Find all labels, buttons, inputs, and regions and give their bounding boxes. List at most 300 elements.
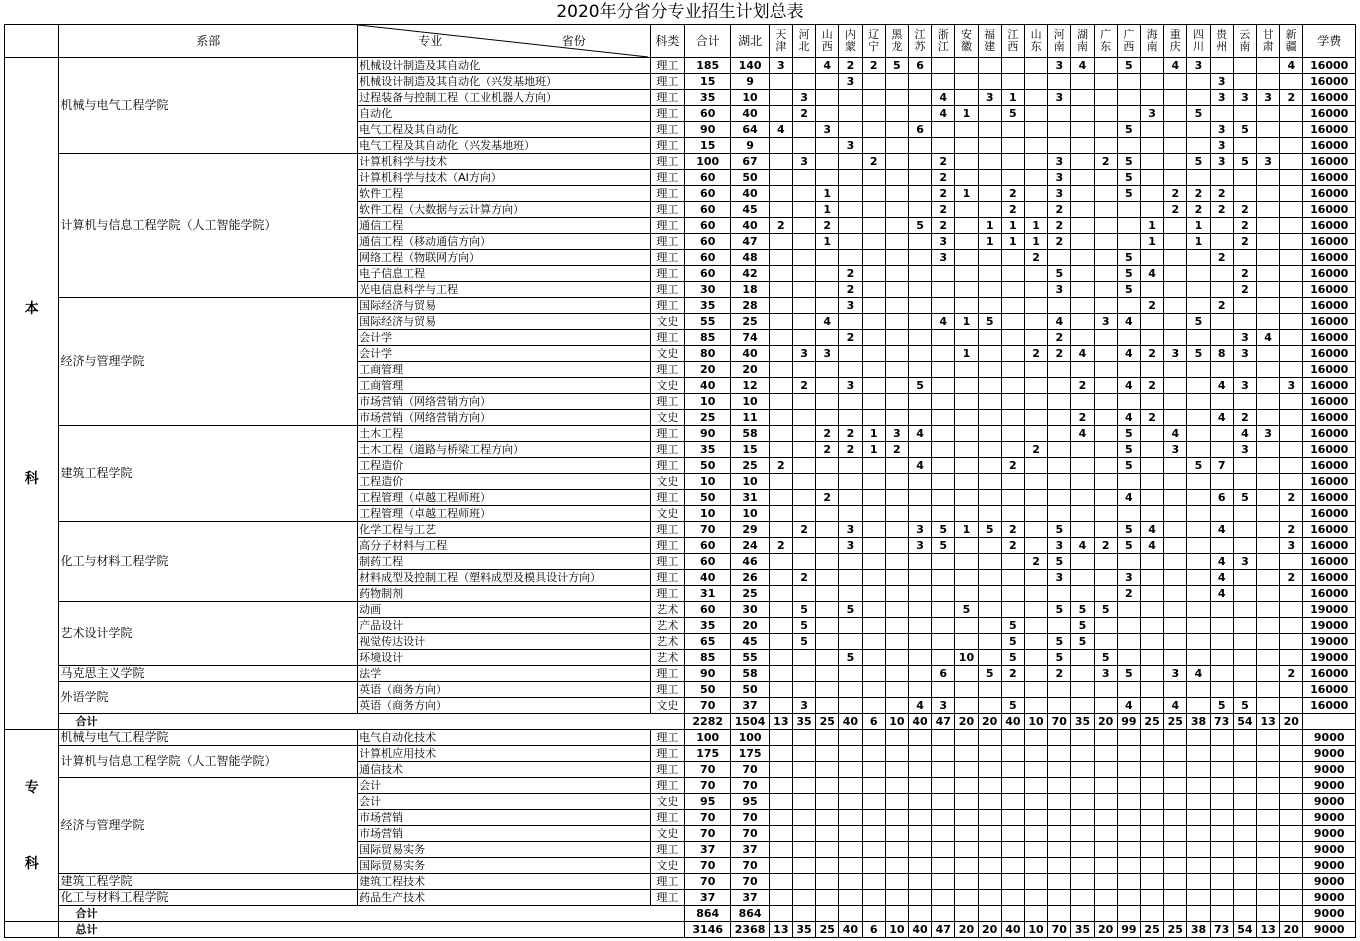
province-cell[interactable] [1164,746,1187,762]
province-cell[interactable] [1257,522,1280,538]
province-cell[interactable] [955,762,978,778]
total-cell[interactable]: 90 [685,426,731,442]
province-cell[interactable] [1024,74,1047,90]
province-cell[interactable]: 2 [1140,298,1163,314]
province-cell[interactable] [1094,570,1117,586]
province-cell[interactable] [1094,186,1117,202]
province-cell[interactable] [1071,810,1094,826]
hubei-cell[interactable]: 18 [731,282,769,298]
province-cell[interactable] [885,186,908,202]
province-cell[interactable] [1001,890,1024,906]
province-cell[interactable] [1280,362,1303,378]
hubei-cell[interactable]: 70 [731,810,769,826]
province-cell[interactable] [885,602,908,618]
province-cell[interactable] [908,250,931,266]
province-cell[interactable] [1071,698,1094,714]
category-cell[interactable]: 理工 [650,890,684,906]
province-cell[interactable] [1140,74,1163,90]
province-cell[interactable] [908,234,931,250]
province-cell[interactable] [1257,138,1280,154]
province-cell[interactable] [1140,570,1163,586]
province-cell[interactable] [769,906,792,922]
dept-cell[interactable]: 建筑工程学院 [59,874,358,890]
province-cell[interactable] [1094,474,1117,490]
province-cell[interactable] [1071,122,1094,138]
total-cell[interactable]: 60 [685,266,731,282]
category-cell[interactable]: 理工 [650,266,684,282]
fee-cell[interactable]: 16000 [1303,186,1356,202]
province-cell[interactable] [1257,74,1280,90]
major-cell[interactable]: 工程造价 [358,474,651,490]
province-cell[interactable] [1140,426,1163,442]
province-cell[interactable] [1257,538,1280,554]
province-cell[interactable] [908,762,931,778]
province-cell[interactable] [1048,474,1071,490]
province-cell[interactable] [978,410,1001,426]
province-cell[interactable] [862,906,885,922]
major-cell[interactable]: 会计学 [358,346,651,362]
province-cell[interactable] [1001,410,1024,426]
dept-cell[interactable]: 外语学院 [59,682,358,714]
province-cell[interactable] [1094,890,1117,906]
province-cell[interactable] [1187,442,1210,458]
province-cell[interactable] [1094,442,1117,458]
province-cell[interactable]: 4 [1117,410,1140,426]
header-province-name[interactable]: 广西 [1117,25,1140,58]
province-cell[interactable] [1094,874,1117,890]
total-cell[interactable]: 37 [685,890,731,906]
hubei-cell[interactable]: 31 [731,490,769,506]
province-cell[interactable]: 2 [1001,458,1024,474]
fee-cell[interactable]: 16000 [1303,442,1356,458]
province-cell[interactable] [1024,298,1047,314]
province-cell[interactable] [885,234,908,250]
province-cell[interactable] [839,906,862,922]
province-cell[interactable] [1280,74,1303,90]
province-cell[interactable] [839,186,862,202]
major-cell[interactable]: 计算机科学与技术 [358,154,651,170]
province-cell[interactable] [1094,90,1117,106]
hubei-cell[interactable]: 10 [731,506,769,522]
province-cell[interactable] [862,330,885,346]
province-cell[interactable] [1117,90,1140,106]
province-cell[interactable]: 3 [839,74,862,90]
province-cell[interactable] [1187,378,1210,394]
major-cell[interactable]: 市场营销（网络营销方向） [358,394,651,410]
province-cell[interactable]: 4 [932,90,955,106]
fee-cell[interactable]: 16000 [1303,506,1356,522]
major-cell[interactable]: 环境设计 [358,650,651,666]
header-province-name[interactable]: 重 庆 [1164,25,1187,58]
province-cell[interactable]: 3 [1048,538,1071,554]
province-cell[interactable] [1001,842,1024,858]
province-cell[interactable] [816,298,839,314]
province-cell[interactable]: 4 [908,458,931,474]
province-cell[interactable] [839,234,862,250]
province-cell[interactable] [932,794,955,810]
major-cell[interactable]: 电气工程及其自动化（兴发基地班） [358,138,651,154]
province-cell[interactable] [839,858,862,874]
province-cell[interactable] [862,170,885,186]
province-cell[interactable] [1140,186,1163,202]
province-cell[interactable] [978,602,1001,618]
province-cell[interactable]: 5 [1187,314,1210,330]
province-cell[interactable] [1187,330,1210,346]
province-cell[interactable] [769,426,792,442]
province-cell[interactable] [1001,570,1024,586]
province-cell[interactable] [1094,362,1117,378]
province-cell[interactable]: 5 [1117,426,1140,442]
province-cell[interactable] [1257,778,1280,794]
province-cell[interactable] [955,266,978,282]
category-cell[interactable]: 文史 [650,858,684,874]
province-cell[interactable] [1164,810,1187,826]
province-cell[interactable] [862,810,885,826]
province-cell[interactable]: 99 [1117,922,1140,938]
header-province-name[interactable]: 贵 州 [1210,25,1233,58]
total-cell[interactable]: 35 [685,298,731,314]
province-cell[interactable] [932,410,955,426]
province-cell[interactable] [1140,202,1163,218]
dept-cell[interactable]: 经济与管理学院 [59,778,358,874]
province-cell[interactable] [885,266,908,282]
province-cell[interactable]: 1 [1187,234,1210,250]
province-cell[interactable]: 13 [769,714,792,730]
province-cell[interactable] [839,842,862,858]
category-cell[interactable]: 艺术 [650,618,684,634]
province-cell[interactable]: 6 [862,922,885,938]
province-cell[interactable] [885,906,908,922]
province-cell[interactable] [1257,410,1280,426]
province-cell[interactable]: 1 [978,234,1001,250]
province-cell[interactable]: 3 [932,698,955,714]
province-cell[interactable] [1187,906,1210,922]
province-cell[interactable]: 5 [1117,538,1140,554]
province-cell[interactable] [1024,394,1047,410]
province-cell[interactable] [1048,106,1071,122]
province-cell[interactable] [932,330,955,346]
province-cell[interactable] [1257,858,1280,874]
hubei-cell[interactable]: 47 [731,234,769,250]
province-cell[interactable] [1001,250,1024,266]
province-cell[interactable]: 2 [1280,90,1303,106]
province-cell[interactable]: 5 [1117,522,1140,538]
province-cell[interactable] [908,490,931,506]
province-cell[interactable] [1280,442,1303,458]
province-cell[interactable] [1233,842,1256,858]
province-cell[interactable] [1048,858,1071,874]
province-cell[interactable]: 2 [769,218,792,234]
province-cell[interactable] [1187,602,1210,618]
province-cell[interactable] [792,874,815,890]
fee-cell[interactable]: 16000 [1303,138,1356,154]
province-cell[interactable]: 2 [839,330,862,346]
province-cell[interactable] [862,394,885,410]
province-cell[interactable] [769,474,792,490]
total-cell[interactable]: 50 [685,490,731,506]
province-cell[interactable]: 2 [792,378,815,394]
province-cell[interactable] [1140,474,1163,490]
province-cell[interactable] [1233,506,1256,522]
province-cell[interactable] [1233,874,1256,890]
province-cell[interactable] [955,378,978,394]
province-cell[interactable] [792,458,815,474]
province-cell[interactable] [1210,426,1233,442]
province-cell[interactable] [1071,858,1094,874]
province-cell[interactable] [816,266,839,282]
hubei-cell[interactable]: 15 [731,442,769,458]
province-cell[interactable] [1117,778,1140,794]
province-cell[interactable] [816,794,839,810]
province-cell[interactable] [1187,538,1210,554]
fee-cell[interactable] [1303,714,1356,730]
province-cell[interactable] [839,90,862,106]
province-cell[interactable] [816,554,839,570]
province-cell[interactable] [885,394,908,410]
province-cell[interactable] [1024,874,1047,890]
province-cell[interactable] [955,298,978,314]
province-cell[interactable] [1210,874,1233,890]
province-cell[interactable] [908,106,931,122]
province-cell[interactable] [769,394,792,410]
province-cell[interactable] [862,762,885,778]
province-cell[interactable] [885,490,908,506]
hubei-cell[interactable]: 70 [731,826,769,842]
province-cell[interactable] [769,282,792,298]
province-cell[interactable] [1257,682,1280,698]
province-cell[interactable] [792,858,815,874]
province-cell[interactable] [1233,250,1256,266]
province-cell[interactable]: 5 [978,522,1001,538]
province-cell[interactable]: 3 [1257,154,1280,170]
total-cell[interactable]: 60 [685,602,731,618]
hubei-cell[interactable]: 25 [731,586,769,602]
province-cell[interactable] [955,618,978,634]
province-cell[interactable] [908,170,931,186]
province-cell[interactable] [955,122,978,138]
province-cell[interactable] [1187,522,1210,538]
total-cell[interactable]: 15 [685,74,731,90]
province-cell[interactable] [1187,506,1210,522]
province-cell[interactable] [816,250,839,266]
major-cell[interactable]: 网络工程（物联网方向） [358,250,651,266]
category-cell[interactable]: 理工 [650,778,684,794]
province-cell[interactable] [1001,506,1024,522]
fee-cell[interactable]: 16000 [1303,218,1356,234]
province-cell[interactable] [1257,282,1280,298]
province-cell[interactable] [1094,586,1117,602]
province-cell[interactable]: 25 [1140,714,1163,730]
hubei-cell[interactable]: 1504 [731,714,769,730]
province-cell[interactable]: 2 [1210,298,1233,314]
fee-cell[interactable]: 16000 [1303,522,1356,538]
province-cell[interactable] [1140,650,1163,666]
province-cell[interactable]: 13 [769,922,792,938]
province-cell[interactable]: 3 [1164,346,1187,362]
province-cell[interactable] [862,378,885,394]
province-cell[interactable] [1280,602,1303,618]
fee-cell[interactable]: 16000 [1303,346,1356,362]
province-cell[interactable]: 2 [816,442,839,458]
province-cell[interactable] [1210,618,1233,634]
province-cell[interactable] [978,378,1001,394]
province-cell[interactable]: 2 [1280,490,1303,506]
province-cell[interactable] [1280,682,1303,698]
province-cell[interactable] [932,442,955,458]
province-cell[interactable] [862,874,885,890]
total-cell[interactable]: 35 [685,618,731,634]
province-cell[interactable] [1094,490,1117,506]
major-cell[interactable]: 材料成型及控制工程（塑料成型及模具设计方向） [358,570,651,586]
province-cell[interactable] [932,138,955,154]
province-cell[interactable]: 40 [1001,922,1024,938]
province-cell[interactable]: 1 [1024,218,1047,234]
province-cell[interactable] [908,906,931,922]
province-cell[interactable] [792,442,815,458]
province-cell[interactable] [1257,874,1280,890]
dept-cell[interactable]: 经济与管理学院 [59,298,358,426]
province-cell[interactable] [978,762,1001,778]
province-cell[interactable] [769,746,792,762]
province-cell[interactable] [1024,842,1047,858]
province-cell[interactable] [1024,410,1047,426]
total-cell[interactable]: 50 [685,458,731,474]
province-cell[interactable] [885,794,908,810]
total-cell[interactable]: 60 [685,218,731,234]
province-cell[interactable] [955,218,978,234]
province-cell[interactable] [1210,650,1233,666]
province-cell[interactable]: 5 [1071,602,1094,618]
province-cell[interactable] [1024,490,1047,506]
province-cell[interactable] [769,890,792,906]
province-cell[interactable] [862,890,885,906]
province-cell[interactable] [862,474,885,490]
hubei-cell[interactable]: 50 [731,682,769,698]
province-cell[interactable] [1071,874,1094,890]
hubei-cell[interactable]: 74 [731,330,769,346]
province-cell[interactable] [1280,506,1303,522]
province-cell[interactable]: 5 [1071,634,1094,650]
total-cell[interactable]: 70 [685,778,731,794]
province-cell[interactable] [908,74,931,90]
province-cell[interactable]: 4 [769,122,792,138]
province-cell[interactable] [1024,58,1047,74]
province-cell[interactable]: 5 [1048,650,1071,666]
category-cell[interactable]: 理工 [650,666,684,682]
fee-cell[interactable]: 9000 [1303,858,1356,874]
province-cell[interactable] [1280,410,1303,426]
province-cell[interactable] [1024,90,1047,106]
province-cell[interactable] [816,810,839,826]
province-cell[interactable] [978,650,1001,666]
province-cell[interactable]: 2 [1233,234,1256,250]
major-cell[interactable]: 工商管理 [358,378,651,394]
province-cell[interactable] [1280,122,1303,138]
province-cell[interactable]: 2 [1210,202,1233,218]
province-cell[interactable]: 5 [1187,346,1210,362]
province-cell[interactable] [769,330,792,346]
province-cell[interactable]: 5 [1001,698,1024,714]
hubei-cell[interactable]: 30 [731,602,769,618]
province-cell[interactable] [955,826,978,842]
province-cell[interactable] [1233,298,1256,314]
province-cell[interactable] [978,474,1001,490]
province-cell[interactable]: 2 [792,106,815,122]
province-cell[interactable] [792,426,815,442]
province-cell[interactable] [862,282,885,298]
province-cell[interactable] [955,810,978,826]
major-cell[interactable]: 国际贸易实务 [358,842,651,858]
province-cell[interactable] [816,330,839,346]
province-cell[interactable]: 2 [1187,186,1210,202]
total-cell[interactable]: 85 [685,650,731,666]
province-cell[interactable]: 5 [1048,634,1071,650]
province-cell[interactable] [1164,506,1187,522]
province-cell[interactable]: 40 [908,714,931,730]
province-cell[interactable]: 4 [1117,490,1140,506]
province-cell[interactable] [955,394,978,410]
category-cell[interactable]: 艺术 [650,650,684,666]
province-cell[interactable] [1210,746,1233,762]
category-cell[interactable]: 理工 [650,250,684,266]
province-cell[interactable] [792,282,815,298]
header-dept[interactable]: 系部 [59,25,358,58]
province-cell[interactable] [1048,874,1071,890]
hubei-cell[interactable]: 64 [731,122,769,138]
province-cell[interactable] [839,218,862,234]
province-cell[interactable]: 47 [932,922,955,938]
province-cell[interactable] [1024,154,1047,170]
province-cell[interactable] [816,858,839,874]
province-cell[interactable] [1187,746,1210,762]
hubei-cell[interactable]: 40 [731,186,769,202]
province-cell[interactable] [978,362,1001,378]
province-cell[interactable] [1117,890,1140,906]
category-cell[interactable]: 理工 [650,282,684,298]
major-cell[interactable]: 英语（商务方向） [358,682,651,698]
province-cell[interactable] [1280,154,1303,170]
province-cell[interactable]: 1 [1140,234,1163,250]
province-cell[interactable] [792,314,815,330]
province-cell[interactable] [1094,634,1117,650]
province-cell[interactable]: 2 [1048,202,1071,218]
province-cell[interactable]: 99 [1117,714,1140,730]
hubei-cell[interactable]: 48 [731,250,769,266]
province-cell[interactable] [885,106,908,122]
province-cell[interactable] [1233,794,1256,810]
province-cell[interactable] [1071,650,1094,666]
category-cell[interactable]: 理工 [650,106,684,122]
category-cell[interactable]: 理工 [650,122,684,138]
province-cell[interactable] [792,266,815,282]
category-cell[interactable]: 理工 [650,554,684,570]
header-province-name[interactable]: 甘 肃 [1257,25,1280,58]
province-cell[interactable] [839,634,862,650]
province-cell[interactable] [792,746,815,762]
province-cell[interactable] [978,890,1001,906]
province-cell[interactable] [1048,298,1071,314]
province-cell[interactable] [1280,858,1303,874]
province-cell[interactable]: 2 [1164,186,1187,202]
province-cell[interactable] [839,394,862,410]
province-cell[interactable] [816,410,839,426]
province-cell[interactable] [978,426,1001,442]
province-cell[interactable] [769,266,792,282]
province-cell[interactable]: 2 [1140,378,1163,394]
province-cell[interactable] [1001,378,1024,394]
province-cell[interactable] [1210,858,1233,874]
province-cell[interactable] [862,234,885,250]
